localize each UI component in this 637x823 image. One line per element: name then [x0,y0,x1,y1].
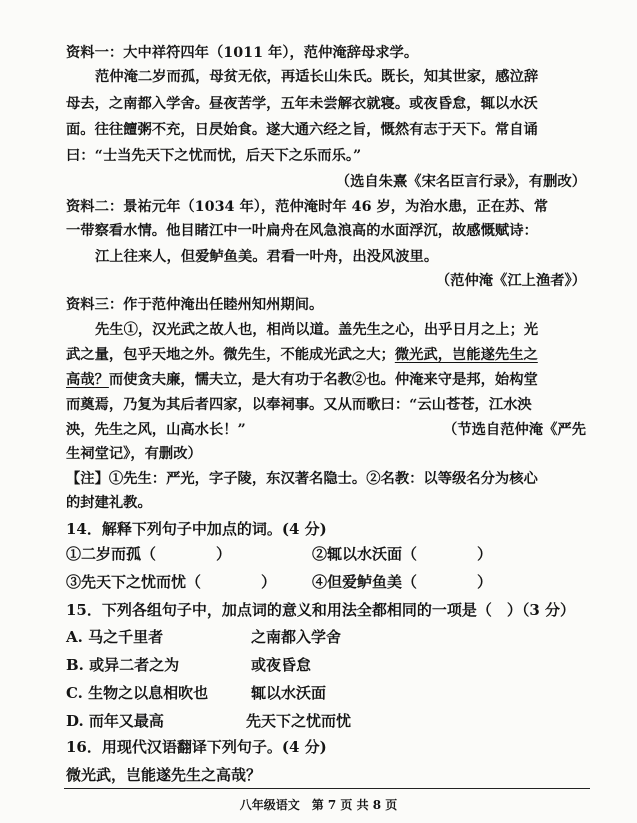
option-right: 之南都入学舍 [251,628,342,646]
q15-stem: 15．下列各组句子中，加点词的意义和用法全都相同的一项是（ ）（3 分） [66,601,576,619]
underlined-sentence: 微光武，岂能遂先生之 [394,347,538,363]
option-left: D. 而年又最高 [66,712,164,730]
material1-source: （选自朱熹《宋名臣言行录》，有删改） [335,174,586,190]
option-left: C. 生物之以息相吹也 [66,684,209,702]
q14-row [66,573,586,591]
material2-source: （范仲淹《江上渔者》） [435,273,586,289]
underlined-sentence: 高哉？ [66,372,109,388]
material3-source: （节选自范仲淹《严先 [443,422,586,438]
option-right: 或夜昏怠 [251,656,312,674]
material2-title: 资料二：景祐元年（1034 年），范仲淹时年 46 岁，为治水患，正在苏、常 [66,199,549,215]
material1-line: 面。往往饘粥不充，日昃始食。遂大通六经之旨，慨然有志于天下。常自诵 [66,122,538,138]
q14-row [66,545,586,563]
material3-text: 武之量，包乎天地之外。微先生，不能成光武之大； [66,347,395,363]
q14-item: ④但爱鲈鱼美（ ） [312,573,493,591]
material3-text: 泱，先生之风，山高水长！” [66,422,246,438]
q14-item: ③先天下之忧而忧（ ） [66,573,277,591]
q15-option-a [66,628,586,646]
material3-line: 而奠焉，乃复为其后者四家，以奉祠事。又从而歌曰：“云山苍苍，江水泱 [66,397,532,413]
material3-text: 而使贪夫廉，懦夫立，是大有功于名教②也。仲淹来守是邦，始构堂 [108,372,538,388]
notes-line: 【注】①先生：严光，字子陵，东汉著名隐士。②名教：以等级名分为核心 [66,471,538,487]
q16-sentence: 微光武，岂能遂先生之高哉？ [66,766,262,784]
material3-line [66,346,586,364]
option-left: A. 马之千里者 [66,628,164,646]
material3-source: 生祠堂记》，有删改） [66,446,202,462]
option-right: 先天下之忧而忧 [246,712,352,730]
material2-line: 一带察看水情。他目睹江中一叶扁舟在风急浪高的水面浮沉，故感慨赋诗： [66,223,538,239]
material1-line: 范仲淹二岁而孤，母贫无依，再适长山朱氏。既长，知其世家，感泣辞 [95,69,539,85]
material3-line: 先生①，汉光武之故人也，相尚以道。盖先生之心，出乎日月之上；光 [95,322,539,338]
notes-line: 的封建礼教。 [66,495,152,511]
q14-stem: 14．解释下列句子中加点的词。(4 分) [66,520,327,538]
page-footer: 八年级语文 第 7 页 共 8 页 [239,798,398,812]
material3-line [66,371,586,389]
option-left: B. 或异二者之为 [66,656,180,674]
q16-stem: 16．用现代汉语翻译下列句子。(4 分) [66,738,327,756]
footer-divider [64,788,590,789]
material1-title: 资料一：大中祥符四年（1011 年），范仲淹辞母求学。 [66,45,419,61]
material1-line: 曰：“士当先天下之忧而忧，后天下之乐而乐。” [66,148,362,164]
material3-title: 资料三：作于范仲淹出任睦州知州期间。 [66,297,324,313]
material1-line: 母去，之南都入学舍。昼夜苦学，五年未尝解衣就寝。或夜昏怠，辄以水沃 [66,96,538,112]
q14-item: ②辄以水沃面（ ） [312,545,493,563]
material2-poem: 江上往来人，但爱鲈鱼美。君看一叶舟，出没风波里。 [95,249,439,265]
q15-option-d [66,712,586,730]
option-right: 辄以水沃面 [251,684,327,702]
q15-option-c [66,684,586,702]
material3-line [66,421,586,439]
q15-option-b [66,656,586,674]
q14-item: ①二岁而孤（ ） [66,545,232,563]
